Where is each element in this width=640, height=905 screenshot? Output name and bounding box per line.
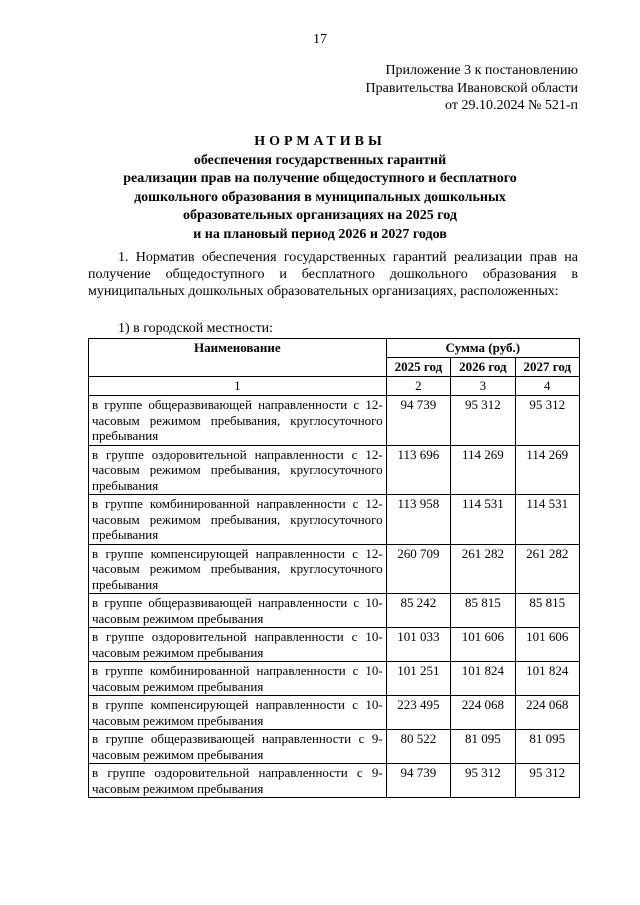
table-row	[89, 495, 580, 545]
value-2027: 261 282	[515, 544, 579, 594]
row-name: в группе оздоровительной направленности с 12-часовым режимом пребывания, круглосуточного пребывания	[89, 445, 387, 495]
value-2027: 95 312	[515, 764, 579, 798]
page-number: 17	[313, 32, 327, 47]
table-header-row	[89, 339, 580, 358]
value-2027: 101 606	[515, 628, 579, 662]
value-2025: 94 739	[386, 764, 450, 798]
value-2026: 95 312	[451, 764, 515, 798]
value-2027: 224 068	[515, 696, 579, 730]
table-row	[89, 544, 580, 594]
value-2025: 113 696	[386, 445, 450, 495]
row-name: в группе оздоровительной направленности с 10-часовым режимом пребывания	[89, 628, 387, 662]
table-row	[89, 396, 580, 446]
intro-text: 1. Норматив обеспечения государственных гарантий реализации прав на получение общедоступного и бесплатного дошкольного образования в муниципальных дошкольных образовательных организациях, расположенных:	[88, 250, 578, 299]
value-2026: 81 095	[451, 730, 515, 764]
index-cell: 4	[515, 377, 579, 396]
title-line-4: образовательных организациях на 2025 год	[183, 208, 457, 223]
intro-paragraph	[88, 249, 578, 300]
appendix-line-1: Приложение 3 к постановлению	[385, 63, 578, 78]
title-line-3: дошкольного образования в муниципальных дошкольных	[134, 189, 506, 205]
table-row	[89, 662, 580, 696]
header-sum: Сумма (руб.)	[386, 339, 579, 358]
norms-table	[88, 338, 580, 798]
header-year-2025: 2025 год	[386, 358, 450, 377]
value-2026: 224 068	[451, 696, 515, 730]
value-2025: 80 522	[386, 730, 450, 764]
header-year-2026: 2026 год	[451, 358, 515, 377]
title-main: НОРМАТИВЫ	[254, 134, 386, 149]
value-2027: 85 815	[515, 594, 579, 628]
value-2026: 101 824	[451, 662, 515, 696]
header-name: Наименование	[89, 339, 387, 377]
table-row	[89, 594, 580, 628]
table-row	[89, 445, 580, 495]
table-row	[89, 696, 580, 730]
value-2027: 95 312	[515, 396, 579, 446]
title-line-1: обеспечения государственных гарантий	[193, 152, 447, 168]
header-year-2027: 2027 год	[515, 358, 579, 377]
title-line-5: и на плановый период 2026 и 2027 годов	[193, 226, 447, 242]
value-2025: 223 495	[386, 696, 450, 730]
table-row	[89, 628, 580, 662]
row-name: в группе общеразвивающей направленности с 10-часовым режимом пребывания	[89, 594, 387, 628]
value-2025: 85 242	[386, 594, 450, 628]
value-2026: 261 282	[451, 544, 515, 594]
appendix-header	[366, 62, 578, 115]
value-2027: 81 095	[515, 730, 579, 764]
value-2025: 101 251	[386, 662, 450, 696]
value-2027: 114 269	[515, 445, 579, 495]
document-title	[0, 133, 640, 244]
row-name: в группе общеразвивающей направленности с 12-часовым режимом пребывания, круглосуточного пребывания	[89, 396, 387, 446]
row-name: в группе комбинированной направленности с 12-часовым режимом пребывания, круглосуточного пребывания	[89, 495, 387, 545]
value-2025: 101 033	[386, 628, 450, 662]
subheading: 1) в городской местности:	[118, 321, 273, 336]
value-2026: 114 269	[451, 445, 515, 495]
index-cell: 3	[451, 377, 515, 396]
index-cell: 2	[386, 377, 450, 396]
row-name: в группе компенсирующей направленности с 10-часовым режимом пребывания	[89, 696, 387, 730]
index-cell: 1	[89, 377, 387, 396]
row-name: в группе комбинированной направленности с 10-часовым режимом пребывания	[89, 662, 387, 696]
value-2026: 114 531	[451, 495, 515, 545]
table-row	[89, 730, 580, 764]
row-name: в группе оздоровительной направленности с 9-часовым режимом пребывания	[89, 764, 387, 798]
value-2025: 94 739	[386, 396, 450, 446]
appendix-line-3: от 29.10.2024 № 521-п	[445, 98, 578, 113]
value-2026: 101 606	[451, 628, 515, 662]
value-2027: 101 824	[515, 662, 579, 696]
table-row	[89, 764, 580, 798]
title-line-2: реализации прав на получение общедоступного и бесплатного	[123, 171, 517, 186]
row-name: в группе общеразвивающей направленности с 9-часовым режимом пребывания	[89, 730, 387, 764]
value-2026: 95 312	[451, 396, 515, 446]
appendix-line-2: Правительства Ивановской области	[365, 80, 578, 96]
value-2025: 260 709	[386, 544, 450, 594]
value-2027: 114 531	[515, 495, 579, 545]
value-2026: 85 815	[451, 594, 515, 628]
value-2025: 113 958	[386, 495, 450, 545]
table-index-row	[89, 377, 580, 396]
row-name: в группе компенсирующей направленности с 12-часовым режимом пребывания, круглосуточного пребывания	[89, 544, 387, 594]
